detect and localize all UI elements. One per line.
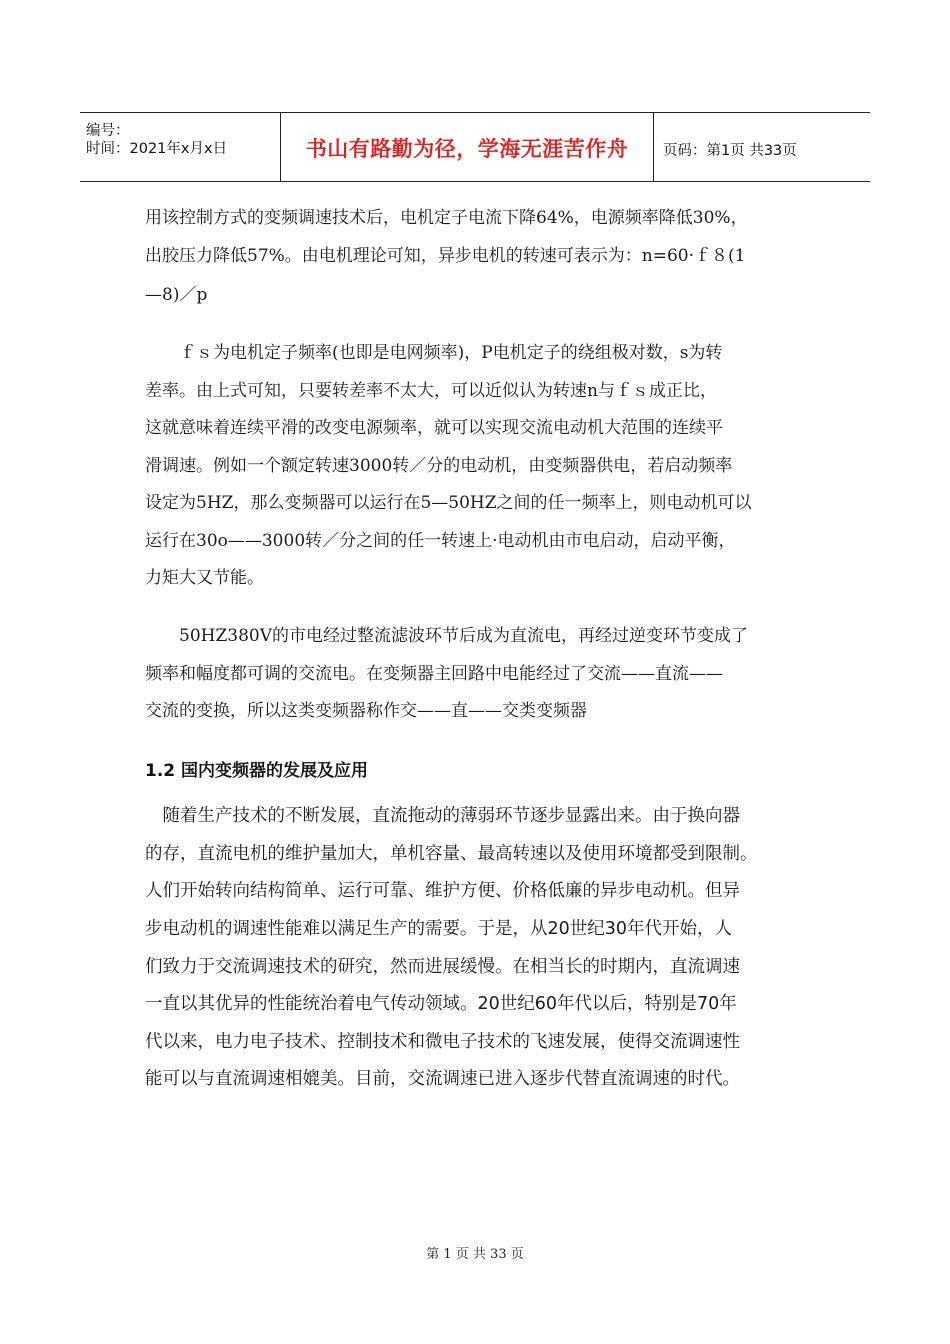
paragraph-2-line-3: 这就意味着连续平滑的改变电源频率，就可以实现交流电动机大范围的连续平 [145, 418, 723, 438]
section-paragraph-line-6: 一直以其优异的性能统治着电气传动领域。20世纪60年代以后，特别是70年 [145, 994, 737, 1014]
header-page-cell [653, 113, 870, 181]
section-paragraph-line-3: 人们开始转向结构简单、运行可靠、维护方便、价格低廉的异步电动机。但异 [145, 881, 740, 901]
section-paragraph-line-8: 能可以与直流调速相媲美。目前，交流调速已进入逐步代替直流调速的时代。 [145, 1069, 740, 1089]
paragraph-1-line-1: 用该控制方式的变频调速技术后，电机定子电流下降64%，电源频率降低30%， [145, 208, 748, 228]
paragraph-3-line-2: 频率和幅度都可调的交流电。在变频器主回路中电能经过了交流——直流—— [145, 664, 723, 684]
header-motto-cell [280, 113, 654, 181]
header-page-info: 页码：第1页 共33页 [663, 143, 797, 159]
section-heading: 1.2 国内变频器的发展及应用 [145, 761, 369, 781]
section-paragraph-line-1: 随着生产技术的不断发展，直流拖动的薄弱环节逐步显露出来。由于换向器 [145, 806, 740, 826]
page-header [80, 112, 870, 182]
footer-page-number: 第 1 页 共 33 页 [426, 1247, 524, 1262]
paragraph-2-line-5: 设定为5HZ，那么变频器可以运行在5—50HZ之间的任一频率上，则电动机可以 [145, 493, 752, 513]
document-number-label: 编号： [86, 123, 130, 139]
paragraph-2-line-2: 差率。由上式可知，只要转差率不太大，可以近似认为转速n与ｆｓ成正比， [145, 381, 717, 401]
paragraph-3-line-1: 50HZ380V的市电经过整流滤波环节后成为直流电，再经过逆变环节变成了 [145, 626, 748, 646]
paragraph-2-line-1: ｆｓ为电机定子频率(也即是电网频率)，P电机定子的绕组极对数，s为转 [145, 343, 723, 363]
paragraph-2-line-7: 力矩大又节能。 [145, 568, 264, 588]
section-paragraph-line-7: 代以来，电力电子技术、控制技术和微电子技术的飞速发展，使得交流调速性 [145, 1032, 740, 1052]
header-meta-cell [80, 113, 280, 181]
section-paragraph-line-4: 步电动机的调速性能难以满足生产的需要。于是，从20世纪30年代开始，人 [145, 919, 733, 939]
header-motto: 书山有路勤为径，学海无涯苦作舟 [305, 137, 629, 161]
paragraph-3-line-3: 交流的变换，所以这类变频器称作交——直——交类变频器 [145, 701, 587, 721]
page-footer [0, 1243, 950, 1262]
paragraph-2-line-4: 滑调速。例如一个额定转速3000转／分的电动机，由变频器供电，若启动频率 [145, 456, 733, 476]
document-time-label: 时间：2021年x月x日 [86, 141, 228, 157]
section-paragraph-line-2: 的存，直流电机的维护量加大，单机容量、最高转速以及使用环境都受到限制。 [145, 844, 758, 864]
paragraph-2-line-6: 运行在30o——3000转／分之间的任一转速上·电动机由市电启动，启动平衡， [145, 531, 736, 551]
section-paragraph-line-5: 们致力于交流调速技术的研究，然而进展缓慢。在相当长的时期内，直流调速 [145, 957, 740, 977]
paragraph-1-line-2: 出胶压力降低57%。由电机理论可知，异步电机的转速可表示为：n=60·ｆ８(1 [145, 246, 746, 266]
paragraph-1-line-3: —8)／p [145, 285, 208, 305]
